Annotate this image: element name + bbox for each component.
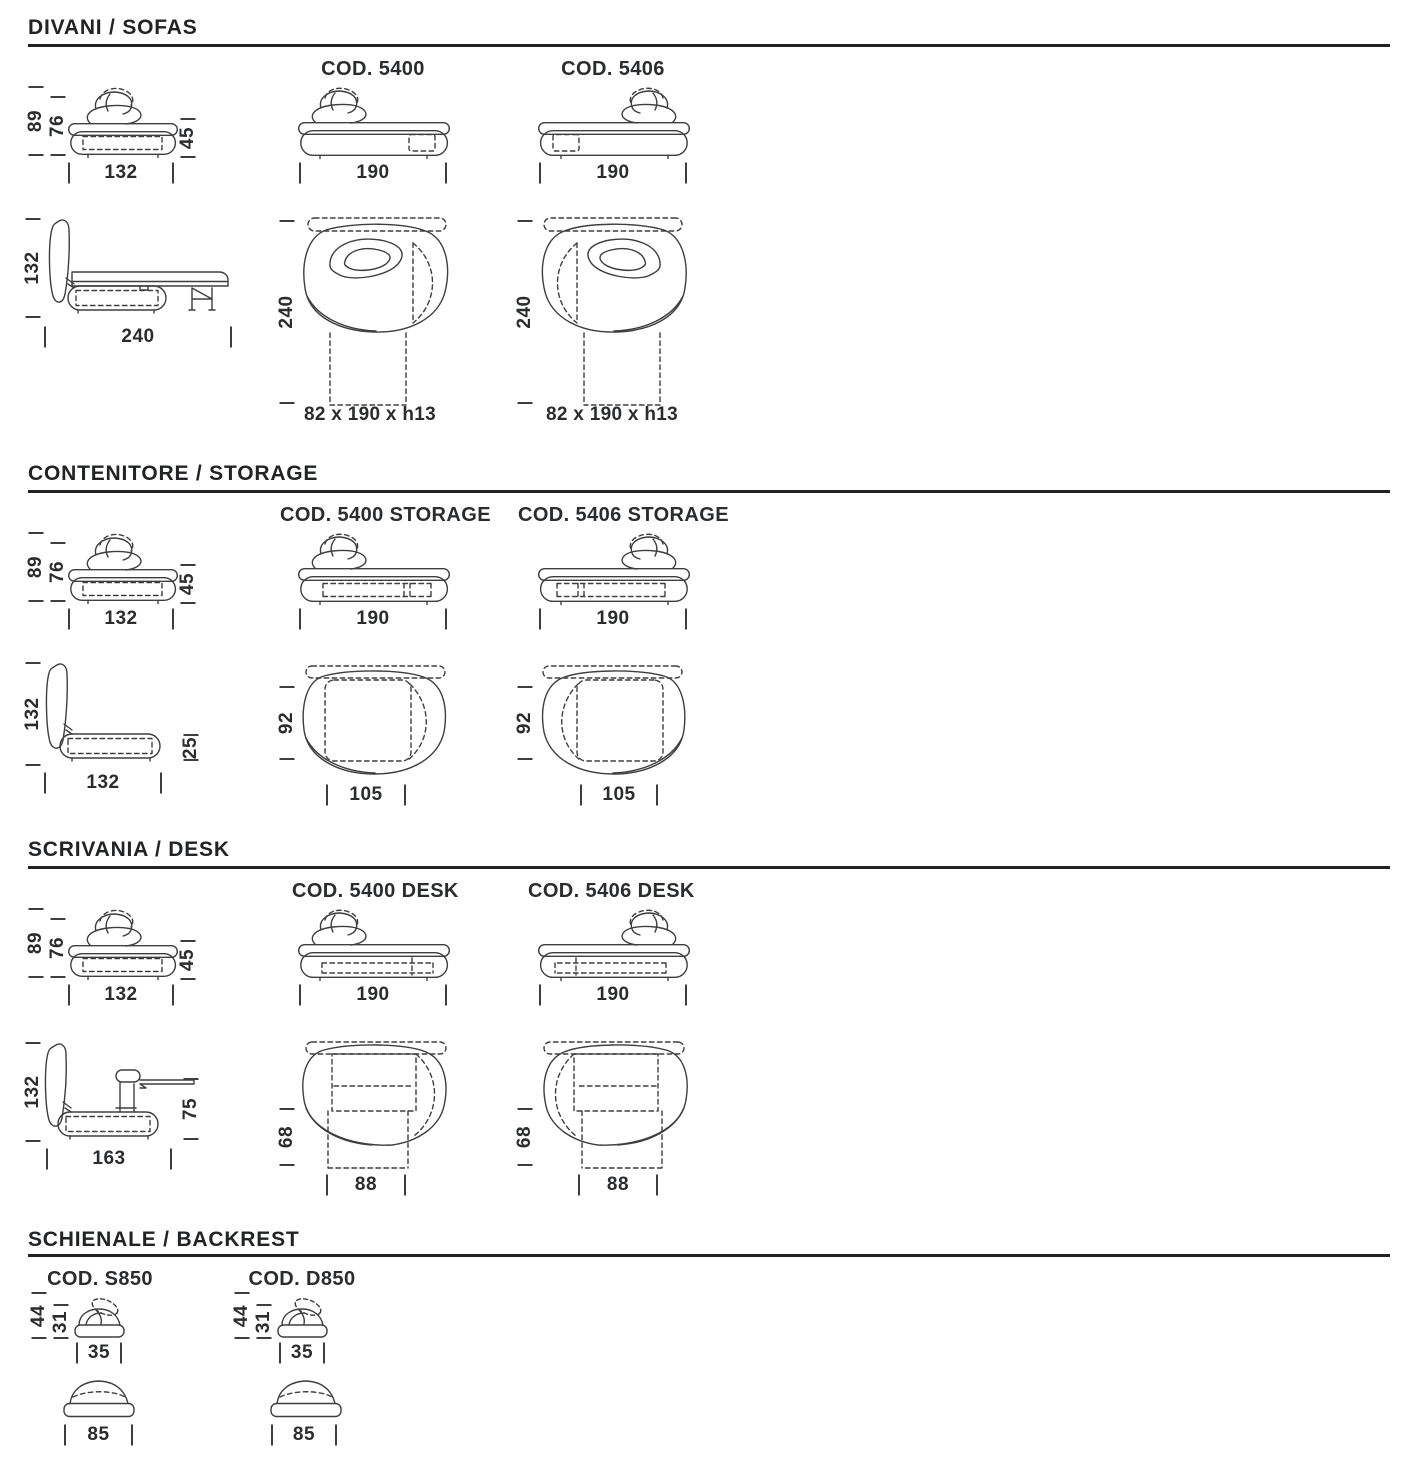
sofa-5406-top-drawing: [538, 216, 690, 408]
section-title-desk: SCRIVANIA / DESK: [28, 838, 230, 861]
bed-size-caption: 82 x 190 x h13: [303, 404, 437, 425]
sofa-5400-top-drawing: [300, 216, 452, 408]
backrest-s850-side-drawing: [74, 1294, 126, 1339]
dim-total-height: 89: [25, 908, 47, 978]
dim-depth: 35: [279, 1342, 325, 1364]
bed-size-caption: 82 x 190 x h13: [545, 404, 679, 425]
dim-width: 85: [64, 1424, 133, 1446]
code-label-5400-storage: COD. 5400 STORAGE: [280, 504, 491, 526]
dim-width: 132: [68, 162, 174, 184]
dim-total-height: 89: [25, 86, 47, 156]
dim-compartment-width: 105: [580, 784, 658, 806]
dim-desk-height: 75: [180, 1078, 202, 1140]
desk-5400-front-drawing: [298, 910, 450, 982]
dim-desk-depth: 68: [276, 1108, 298, 1166]
dim-seat-height: 45: [177, 564, 199, 604]
storage-front-small-drawing: [68, 532, 178, 606]
dim-compartment-depth: 92: [276, 686, 298, 760]
desk-front-small-drawing: [68, 908, 178, 982]
sofa-bed-side-drawing: [44, 216, 234, 318]
section-rule: [28, 490, 1390, 493]
dim-back-height: 76: [47, 542, 69, 602]
section-title-storage: CONTENITORE / STORAGE: [28, 462, 319, 485]
dim-desk-width: 88: [578, 1174, 658, 1196]
backrest-d850-side-drawing: [277, 1294, 329, 1339]
dim-desk-width: 88: [326, 1174, 406, 1196]
dim-total-height: 89: [25, 532, 47, 602]
dim-height: 132: [22, 1042, 44, 1142]
desk-5406-front-drawing: [538, 910, 690, 982]
dim-height: 132: [22, 662, 44, 766]
dim-width: 190: [299, 984, 447, 1006]
dim-compartment-width: 105: [326, 784, 406, 806]
dim-height: 132: [22, 218, 44, 318]
dim-width: 190: [299, 608, 447, 630]
dim-open-length: 240: [44, 326, 232, 348]
storage-5406-top-drawing: [538, 664, 688, 779]
desk-5406-top-drawing: [538, 1040, 690, 1172]
dim-depth: 240: [276, 220, 298, 404]
dim-compartment-depth: 92: [514, 686, 536, 760]
dim-base-height: 31: [253, 1304, 275, 1339]
code-label-5400-desk: COD. 5400 DESK: [292, 880, 459, 902]
backrest-s850-front-drawing: [63, 1378, 135, 1418]
dim-width: 132: [68, 984, 174, 1006]
sofa-front-small-drawing: [68, 86, 178, 160]
dim-width: 132: [68, 608, 174, 630]
storage-5406-front-drawing: [538, 534, 690, 606]
sofa-5400-front-drawing: [298, 88, 450, 160]
code-label-s850: COD. S850: [47, 1268, 153, 1290]
sofa-5406-front-drawing: [538, 88, 690, 160]
dim-width: 190: [539, 608, 687, 630]
section-title-backrest: SCHIENALE / BACKREST: [28, 1228, 300, 1251]
code-label-5406-storage: COD. 5406 STORAGE: [518, 504, 729, 526]
code-label-d850: COD. D850: [248, 1268, 356, 1290]
dim-width: 190: [299, 162, 447, 184]
dim-total-height: 44: [231, 1292, 253, 1339]
section-rule: [28, 44, 1390, 47]
dim-depth: 132: [44, 772, 162, 794]
storage-side-drawing: [44, 660, 179, 768]
dim-width: 190: [539, 162, 687, 184]
dim-seat-height: 45: [177, 940, 199, 980]
section-rule: [28, 866, 1390, 869]
section-title-sofas: DIVANI / SOFAS: [28, 16, 198, 39]
dim-width: 85: [271, 1424, 337, 1446]
code-label-5400: COD. 5400: [321, 58, 425, 80]
dim-back-height: 76: [47, 96, 69, 156]
dim-total-height: 44: [28, 1292, 50, 1339]
dim-seat-height: 45: [177, 118, 199, 158]
dim-base-height: 31: [50, 1304, 72, 1339]
storage-5400-top-drawing: [300, 664, 450, 779]
backrest-d850-front-drawing: [270, 1378, 342, 1418]
section-rule: [28, 1254, 1390, 1257]
code-label-5406-desk: COD. 5406 DESK: [528, 880, 695, 902]
dim-box-height: 25: [180, 734, 202, 761]
dim-depth: 240: [514, 220, 536, 404]
dim-back-height: 76: [47, 918, 69, 978]
dim-depth: 35: [76, 1342, 122, 1364]
dim-depth: 163: [46, 1148, 172, 1170]
storage-5400-front-drawing: [298, 534, 450, 606]
dim-width: 190: [539, 984, 687, 1006]
desk-5400-top-drawing: [300, 1040, 452, 1172]
dim-desk-depth: 68: [514, 1108, 536, 1166]
code-label-5406: COD. 5406: [561, 58, 665, 80]
